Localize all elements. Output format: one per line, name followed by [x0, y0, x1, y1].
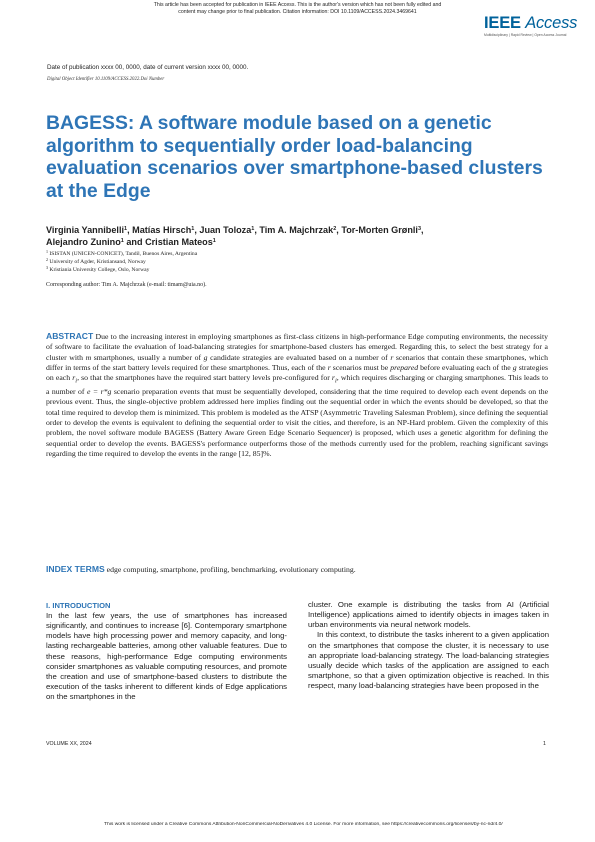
corresponding-author: Corresponding author: Tim A. Majchrzak (e-mail: timam@uia.no).	[46, 282, 207, 288]
author: Virginia Yannibelli	[46, 225, 124, 235]
math-var: g	[203, 352, 208, 362]
abstract-label: ABSTRACT	[46, 331, 94, 341]
body-column-right	[308, 600, 549, 691]
license-notice: This work is licensed under a Creative Commons Attribution-NonCommercial-NoDerivatives 4.0 License. For more information, see https://creativecommons.org/licenses/by-nc-nd/4.0/	[104, 822, 503, 827]
math-subscript: i	[334, 377, 337, 385]
math-var: m	[85, 352, 92, 362]
author-separator: ,	[127, 225, 133, 235]
journal-logo-wordmark	[484, 14, 590, 32]
abstract-text: scenarios must be	[330, 362, 391, 372]
paper-title: BAGESS: A software module based on a genetic algorithm to sequentially order load-balancing evaluation scenarios over smartphone-based clusters at the Edge	[46, 112, 543, 202]
logo-tagline: Multidisciplinary | Rapid Review | Open Access Journal	[484, 33, 567, 37]
author: Juan Toloza	[199, 225, 252, 235]
doi-line: Digital Object Identifier 10.1109/ACCESS.2022.Doi Number	[47, 77, 165, 82]
math-var: r	[327, 362, 331, 372]
journal-logo	[484, 14, 590, 37]
affiliation-text: ISISTAN (UNICEN-CONICET), Tandil, Buenos Aires, Argentina	[49, 251, 198, 257]
abstract-text: , which requires discharging or charging smartphones. This leads to a number of	[46, 373, 548, 397]
author: Alejandro Zunino	[46, 237, 121, 247]
author-separator: ,	[421, 225, 424, 235]
author: Tor-Morten Grønli	[341, 225, 418, 235]
author-affiliation-mark: 3	[417, 226, 421, 232]
author-affiliation-mark: 1	[124, 226, 128, 232]
body-paragraph-continued: cluster. One example is distributing the tasks from AI (Artificial Intelligence) applications aimed to identify objects in images taken in urban environments via neural network models.	[308, 600, 549, 630]
affiliation-number: 2	[46, 257, 48, 263]
emphasis: prepared	[390, 362, 419, 372]
abstract-text: before evaluating each of the	[418, 362, 513, 372]
author-affiliation-mark: 1	[251, 226, 255, 232]
preprint-notice-line-1: This article has been accepted for publication in IEEE Access. This is the author's version which has not been fully edited and	[153, 2, 442, 8]
abstract-text: scenario preparation events that must be sequentially developed, considering that the time required to develop each event depends on the previous event. Thus, the single-objective problem addressed here implies finding out the sequential order in which the events should be developed, so that the total time required to develop them is minimized. This problem is modeled as the ATSP (Asymmetric Traveling Salesman Problem), since defining the sequential order to develop the events is equivalent to defining the sequential order to visit the cities, and therefore, is an NP-Hard problem. Given the complexity of this problem, the novel software module BAGESS (Battery Aware Green Edge Scenario Sequencer) is proposed, which uses a genetic algorithm for defining the sequential order to develop the events. BAGESS's performance outperforms those of the methods currently used for the problem, reaching significant savings regarding the time required to develop the events in the range [12, 85]%.	[46, 387, 549, 458]
logo-ieee: IEEE	[484, 14, 521, 32]
abstract-text: candidate strategies are evaluated based on a number of	[207, 352, 391, 362]
author: Matías Hirsch	[132, 225, 192, 235]
body-paragraph: In the last few years, the use of smartphones has increased significantly, and continues to increase [6]. Contemporary smartphone models have high processing power and memory capacity, and long-lasting rechargeable batteries, among other valuable features. Due to these reasons, high-performance Edge computing environments consider smartphones as valuable computing resources, and promote the creation and use of smartphone-based clusters to distribute the execution of the tasks inherent to different kinds of Edge applications on the smartphones in the	[46, 611, 287, 702]
abstract-text: , so that the smartphones have the required start battery levels pre-configured for	[77, 373, 332, 383]
abstract	[46, 331, 548, 459]
affiliation-number: 3	[46, 265, 48, 271]
author: Cristian Mateos	[145, 237, 213, 247]
affiliation	[46, 258, 197, 266]
author: Tim A. Majchrzak	[259, 225, 334, 235]
affiliation-text: Kristiania University College, Oslo, Norway	[49, 267, 150, 274]
index-terms-text: edge computing, smartphone, profiling, benchmarking, evolutionary computing.	[104, 565, 356, 574]
math-subscript: i	[75, 377, 78, 385]
author-separator: and	[123, 237, 146, 247]
preprint-notice-line-2: content may change prior to final publication. Citation information: DOI 10.1109/ACCESS.2024.3469641	[178, 9, 417, 15]
index-terms	[46, 564, 548, 575]
author-affiliation-mark: 2	[333, 226, 337, 232]
author-separator: ,	[254, 225, 260, 235]
author-affiliation-mark: 1	[191, 226, 195, 232]
body-column-left	[46, 600, 287, 702]
abstract-text: smartphones, usually a number of	[91, 352, 204, 362]
affiliation	[46, 266, 197, 274]
logo-access: Access	[525, 14, 578, 32]
index-terms-label: INDEX TERMS	[46, 564, 105, 574]
page-number: 1	[543, 741, 546, 747]
affiliation-number: 1	[46, 249, 48, 254]
abstract-text: Due to the increasing interest in employing smartphones as first-class citizens in high-performance Edge computing environments, the necessity of software to facilitate the evaluation of load-balancing strategies for smartphone-based clusters has emerged. Regarding this, to select the best strategy for a cluster with	[46, 332, 548, 362]
author-list	[46, 224, 546, 248]
math-var: g	[512, 362, 517, 372]
math-var: r	[390, 352, 394, 362]
math-equation: e = r*g	[87, 387, 112, 397]
author-separator: ,	[194, 225, 200, 235]
volume-label: VOLUME XX, 2024	[46, 741, 92, 747]
body-paragraph: In this context, to distribute the tasks inherent to a given application on the smartphones that compose the cluster, it is necessary to use an appropriate load-balancing strategy. The load-balancing strategies usually decide which tasks of the application are assigned to each smartphone, so that a given optimization objective is reached. In this respect, many load-balancing strategies have been proposed in the	[308, 630, 549, 691]
math-var: r	[331, 373, 335, 383]
affiliation-text: University of Agder, Kristiansand, Norway	[49, 259, 146, 266]
author-affiliation-mark: 1	[120, 238, 124, 244]
publication-date: Date of publication xxxx 00, 0000, date of current version xxxx 00, 0000.	[47, 64, 249, 71]
author-separator: ,	[336, 225, 342, 235]
abstract-text: strategies on each	[46, 362, 548, 383]
abstract-text: scenarios that contain these smartphones, which differ in terms of the start battery levels required for these smartphones. Thus, each of the	[46, 352, 548, 372]
author-affiliation-mark: 1	[212, 238, 216, 244]
section-heading: I. INTRODUCTION	[46, 601, 111, 610]
affiliation-list	[46, 250, 197, 275]
math-var: r	[72, 373, 76, 383]
affiliation	[46, 250, 197, 258]
